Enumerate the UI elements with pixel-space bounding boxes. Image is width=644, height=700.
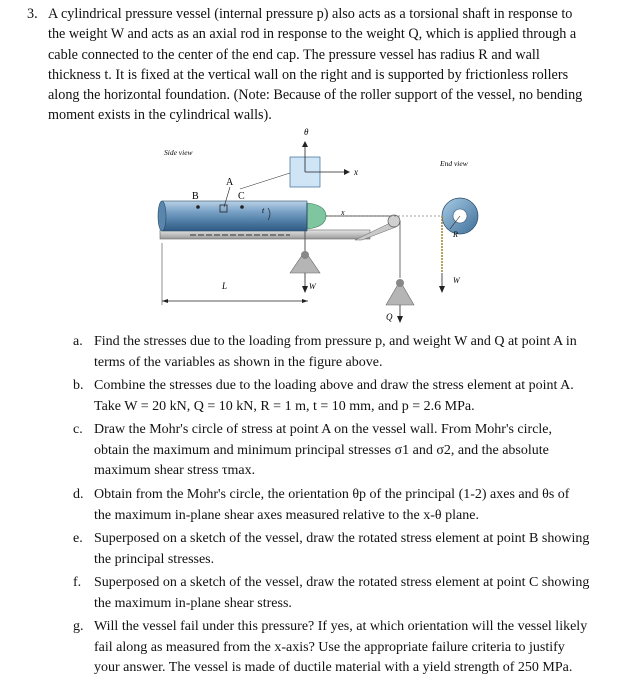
question-label: d. [73,487,84,502]
question-line: Superposed on a sketch of the vessel, draw the rotated stress element at point B showing [94,531,590,546]
point-c-marker [240,205,244,209]
question-line: the maximum in-plane shear axes measured relative to the x-θ plane. [94,507,479,523]
question-line: Superposed on a sketch of the vessel, draw the rotated stress element at point C showing [94,575,590,590]
question-line: Combine the stresses due to the loading above and draw the stress element at point A. [94,378,574,393]
x-label-2: x [341,208,345,217]
q-pulley [396,279,404,287]
thickness-label: t [262,206,265,215]
question-line: fail along as measured from the x-axis? Use the appropriate failure criteria to justify [94,639,565,655]
intro-line: moment exists in the cylindrical walls). [48,107,272,124]
intro-line: along the horizontal foundation. (Note: Because of the roller support of the vessel, no bending [48,87,583,104]
weight-q-label: Q [386,312,393,322]
vessel-end-left [158,201,166,231]
intro-line: A cylindrical pressure vessel (internal pressure p) also acts as a torsional shaft in response to [48,6,573,22]
question-label: b. [73,378,84,393]
question-label: c. [73,422,83,437]
end-view-w-head [439,286,445,293]
question-line: Will the vessel fail under this pressure? If yes, at which orientation will the vessel likely [94,619,588,634]
x-axis-label: x [354,167,358,177]
question-line: terms of the variables as shown in the figure above. [94,354,383,370]
cable-pulley [388,215,400,227]
question-label: a. [73,334,83,349]
question-line: maximum shear stress τmax. [94,463,256,479]
question-label: g. [73,619,84,634]
question-line: the principal stresses. [94,551,215,567]
point-b-marker [196,205,200,209]
end-view-label: End view [440,159,468,168]
length-label: L [222,281,228,291]
intro-line: the weight W and acts as an axial rod in response to the weight Q, which is applied through a [48,26,577,43]
question-line: Find the stresses due to the loading from pressure p, and weight W and Q at point A in [94,334,577,349]
end-view-w-label: W [453,276,460,285]
length-arrow-right [302,299,308,303]
intro-line: cable connected to the center of the end cap. The pressure vessel has radius R and wall [48,46,540,63]
question-line: the maximum in-plane shear stress. [94,595,292,611]
vessel-end-cap [307,203,326,229]
question-label: e. [73,531,83,546]
problem-number: 3. [27,6,38,22]
x-arrow [344,169,350,175]
question-line: Draw the Mohr's circle of stress at point A on the vessel wall. From Mohr's circle, [94,422,553,437]
question-line: Take W = 20 kN, Q = 10 kN, R = 1 m, t = 10 mm, and p = 2.6 MPa. [94,398,475,414]
question-label: f. [73,575,82,590]
q-arrow-head [397,316,403,323]
question-line: obtain the maximum and minimum principal stresses σ1 and σ2, and the absolute [94,442,549,458]
box-leader [240,173,290,189]
side-view-label: Side view [164,148,193,157]
weight-w-label: W [309,282,316,291]
pressure-vessel-figure [150,123,500,331]
pressure-vessel [162,201,307,231]
theta-label: θ [304,127,309,137]
intro-line: thickness t. It is fixed at the vertical wall on the right and is supported by frictionless rollers [48,66,569,83]
point-a-label: A [226,177,234,188]
problem-intro [48,4,610,126]
theta-arrow [302,141,308,147]
question-line: Obtain from the Mohr's circle, the orientation θp of the principal (1-2) axes and θs of [94,487,570,502]
length-arrow-left [162,299,168,303]
point-c-label: C [238,191,245,202]
w-arrow-head [302,286,308,293]
question-line: your answer. The vessel is made of ductile material with a yield strength of 250 MPa. [94,660,573,676]
point-b-label: B [192,191,199,202]
w-pulley [301,251,309,259]
radius-label: R [453,230,458,239]
